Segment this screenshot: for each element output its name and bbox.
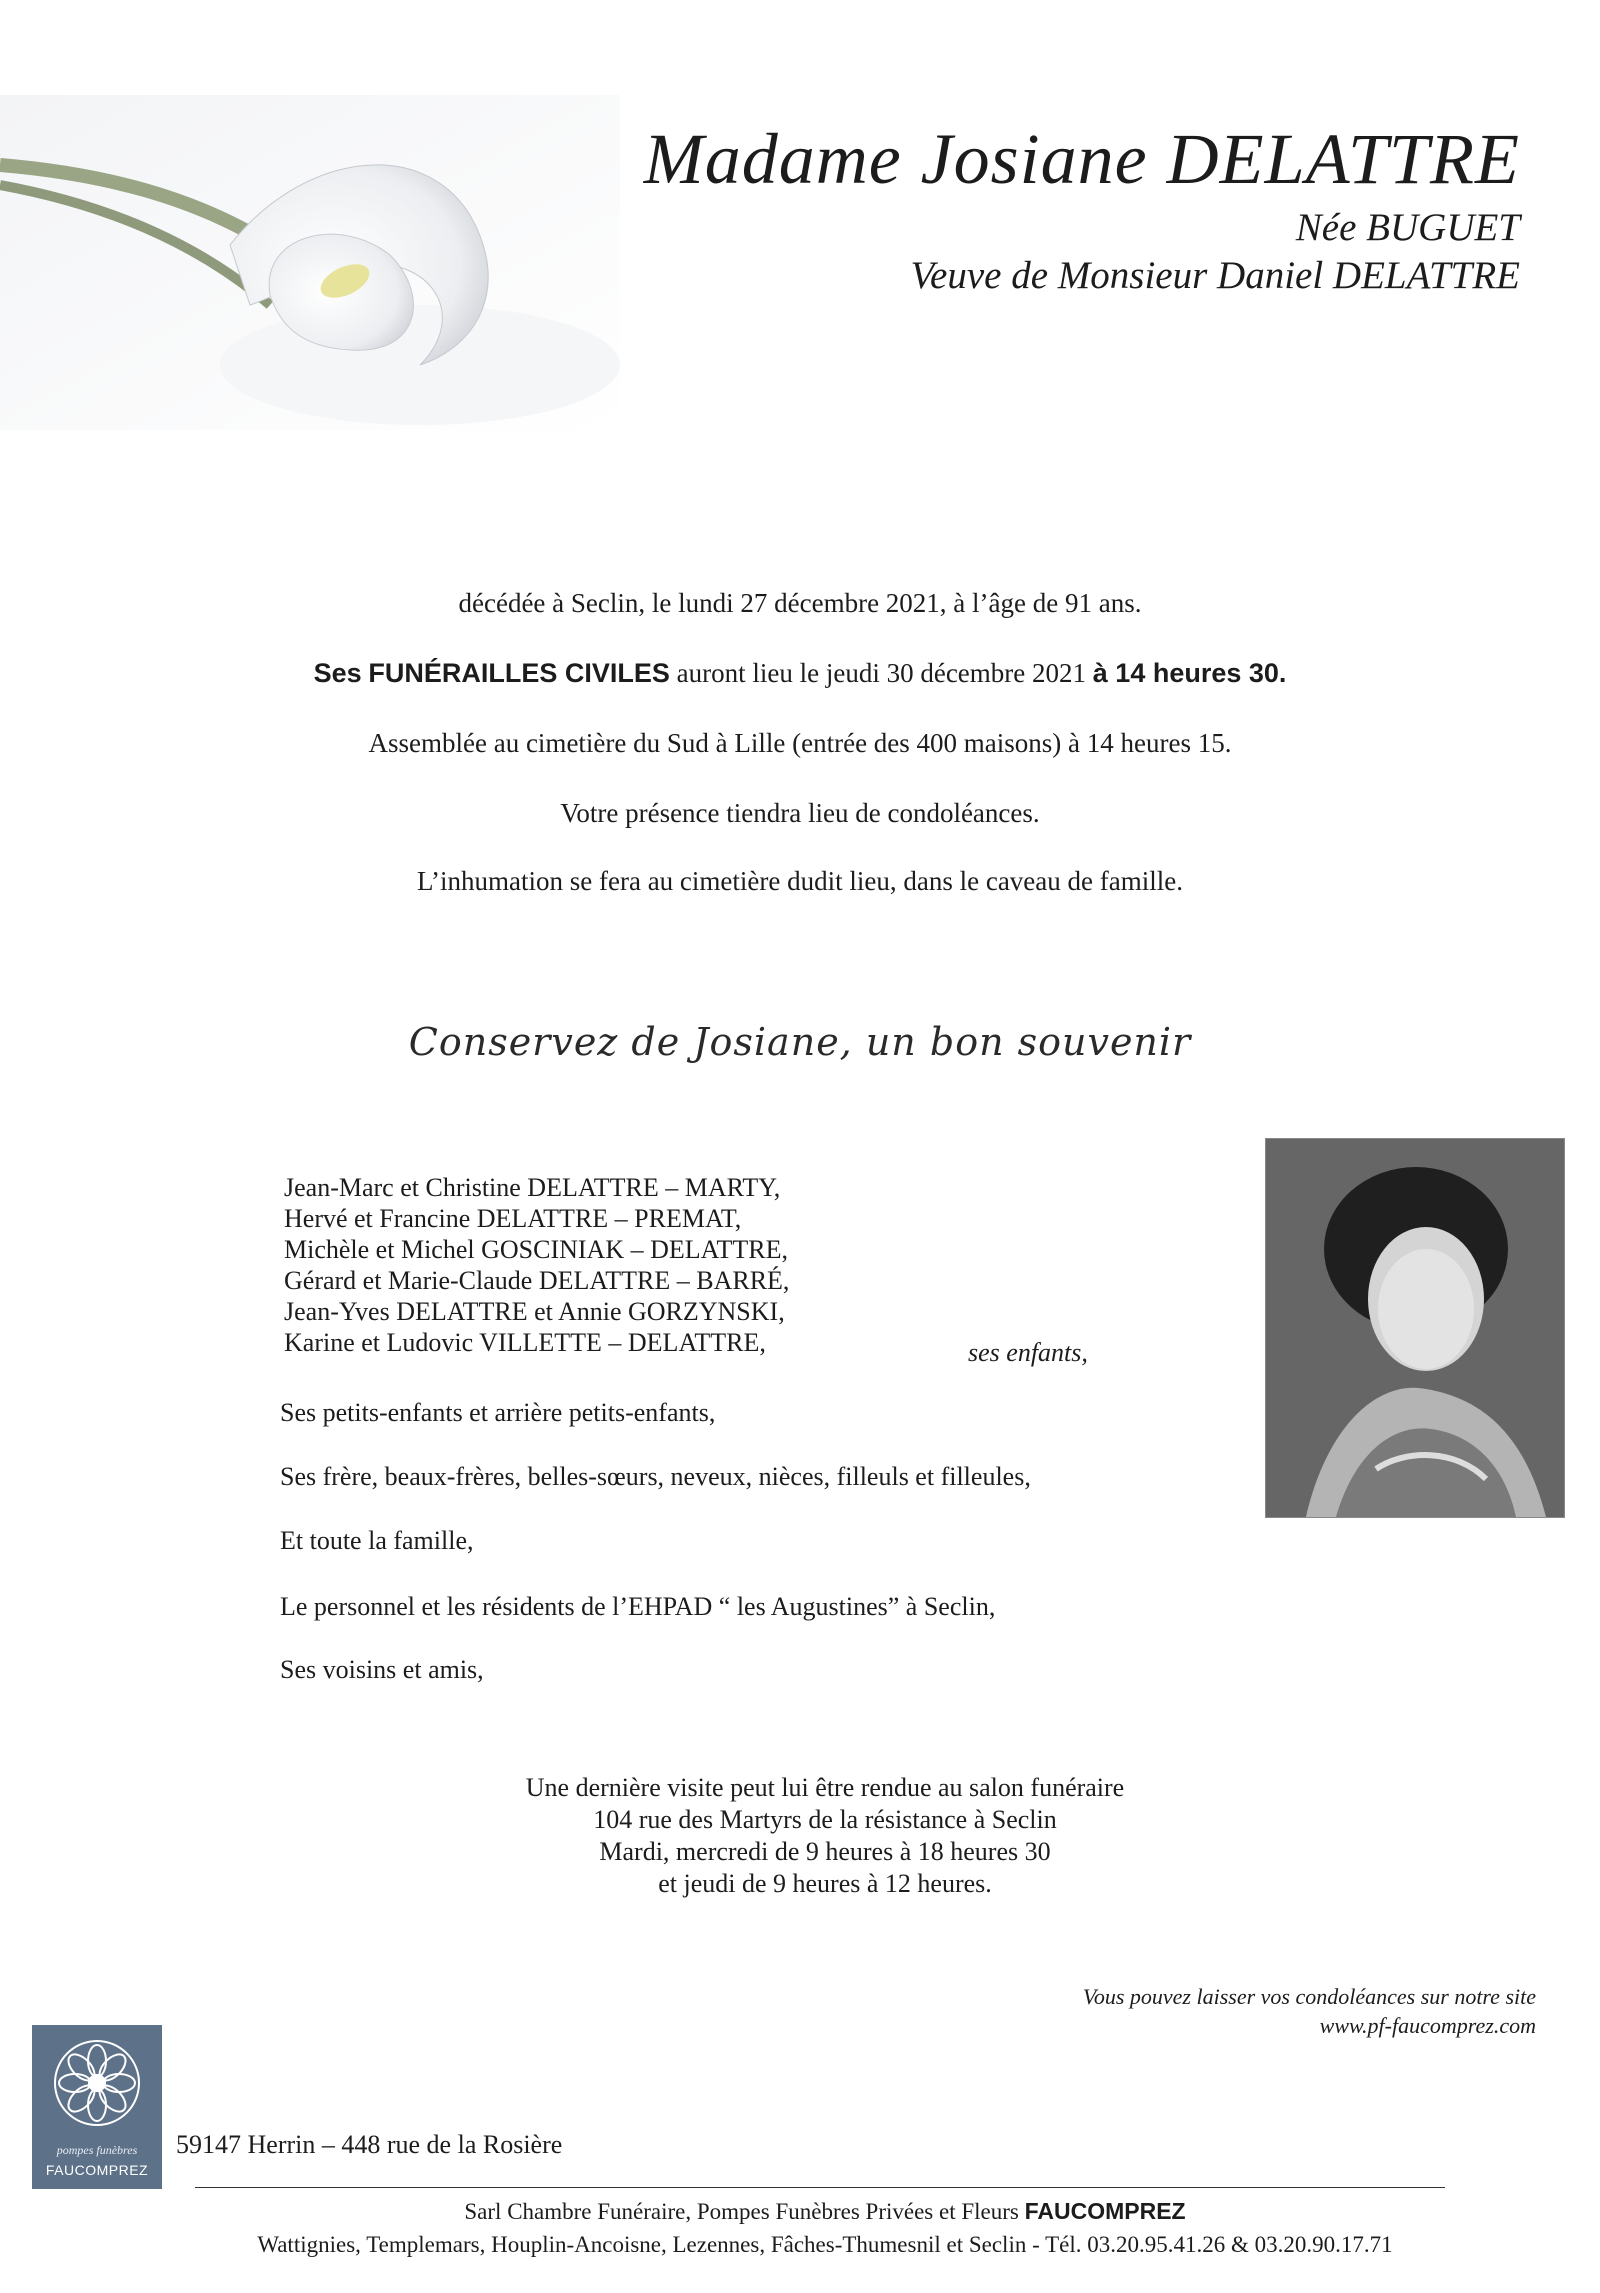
funeral-middle: auront lieu le jeudi 30 décembre 2021 bbox=[676, 658, 1087, 688]
death-notice: décédée à Seclin, le lundi 27 décembre 2021, à l’âge de 91 ans. bbox=[458, 588, 1142, 618]
portrait-illustration bbox=[1266, 1139, 1564, 1517]
child-entry: Hervé et Francine DELATTRE – PREMAT, bbox=[284, 1204, 742, 1233]
child-entry: Jean-Yves DELATTRE et Annie GORZYNSKI, bbox=[284, 1297, 785, 1326]
assembly-line: Assemblée au cimetière du Sud à Lille (entrée des 400 maisons) à 14 heures 15. bbox=[368, 728, 1232, 758]
visit-line: et jeudi de 9 heures à 12 heures. bbox=[658, 1869, 992, 1898]
funeral-time: à 14 heures 30. bbox=[1092, 658, 1287, 688]
whole-family-line: Et toute la famille, bbox=[280, 1526, 474, 1555]
footer-company bbox=[0, 2198, 1600, 2225]
footer-company-bold: FAUCOMPREZ bbox=[1024, 2198, 1186, 2224]
logo-brand: FAUCOMPREZ bbox=[45, 2162, 149, 2178]
grandchildren-line: Ses petits-enfants et arrière petits-enfants, bbox=[280, 1398, 716, 1427]
burial-line: L’inhumation se fera au cimetière dudit lieu, dans le caveau de famille. bbox=[417, 866, 1183, 896]
widow-of: Veuve de Monsieur Daniel DELATTRE bbox=[910, 254, 1520, 297]
child-entry: Karine et Ludovic VILLETTE – DELATTRE, bbox=[284, 1328, 766, 1357]
website-link[interactable]: www.pf-faucomprez.com bbox=[1319, 2013, 1536, 2038]
deceased-name: Madame Josiane DELATTRE bbox=[643, 119, 1520, 199]
condolences-line: Votre présence tiendra lieu de condoléances. bbox=[560, 798, 1040, 828]
address-line: 59147 Herrin – 448 rue de la Rosière bbox=[176, 2130, 563, 2159]
footer-company-prefix: Sarl Chambre Funéraire, Pompes Funèbres Privées et Fleurs bbox=[464, 2199, 1019, 2224]
children-label: ses enfants, bbox=[968, 1338, 1088, 1367]
online-condolences-note: Vous pouvez laisser vos condoléances sur notre site bbox=[1082, 1984, 1536, 2009]
funeral-line bbox=[0, 658, 1600, 689]
footer-divider bbox=[195, 2187, 1445, 2188]
footer-locations: Wattignies, Templemars, Houplin-Ancoisne, Lezennes, Fâches-Thumesnil et Seclin - Tél. 03.20.95.41.26 & 03.20.90.17.71 bbox=[257, 2232, 1393, 2257]
child-entry: Gérard et Marie-Claude DELATTRE – BARRÉ, bbox=[284, 1266, 790, 1295]
relatives-line: Ses frère, beaux-frères, belles-sœurs, neveux, nièces, filleuls et filleules, bbox=[280, 1462, 1031, 1491]
funeral-bold: FUNÉRAILLES CIVILES bbox=[368, 658, 670, 688]
visit-line: Mardi, mercredi de 9 heures à 18 heures 30 bbox=[599, 1837, 1051, 1866]
funeral-prefix: Ses bbox=[313, 658, 362, 688]
child-entry: Michèle et Michel GOSCINIAK – DELATTRE, bbox=[284, 1235, 789, 1264]
portrait-photo bbox=[1265, 1138, 1565, 1518]
flower-emblem-icon bbox=[32, 2025, 162, 2145]
logo-tagline: pompes funèbres bbox=[56, 2143, 138, 2157]
maiden-name: Née BUGUET bbox=[1295, 206, 1520, 249]
ehpad-staff-line: Le personnel et les résidents de l’EHPAD “ les Augustines” à Seclin, bbox=[280, 1592, 996, 1621]
child-entry: Jean-Marc et Christine DELATTRE – MARTY, bbox=[284, 1173, 781, 1202]
visit-info bbox=[0, 1772, 1600, 1900]
visit-line: 104 rue des Martyrs de la résistance à Seclin bbox=[593, 1805, 1057, 1834]
neighbors-line: Ses voisins et amis, bbox=[280, 1655, 484, 1684]
calla-lily-image bbox=[0, 95, 620, 430]
children-list bbox=[284, 1172, 789, 1358]
visit-line: Une dernière visite peut lui être rendue au salon funéraire bbox=[525, 1773, 1125, 1802]
remembrance-quote: Conservez de Josiane, un bon souvenir bbox=[408, 1020, 1192, 1064]
